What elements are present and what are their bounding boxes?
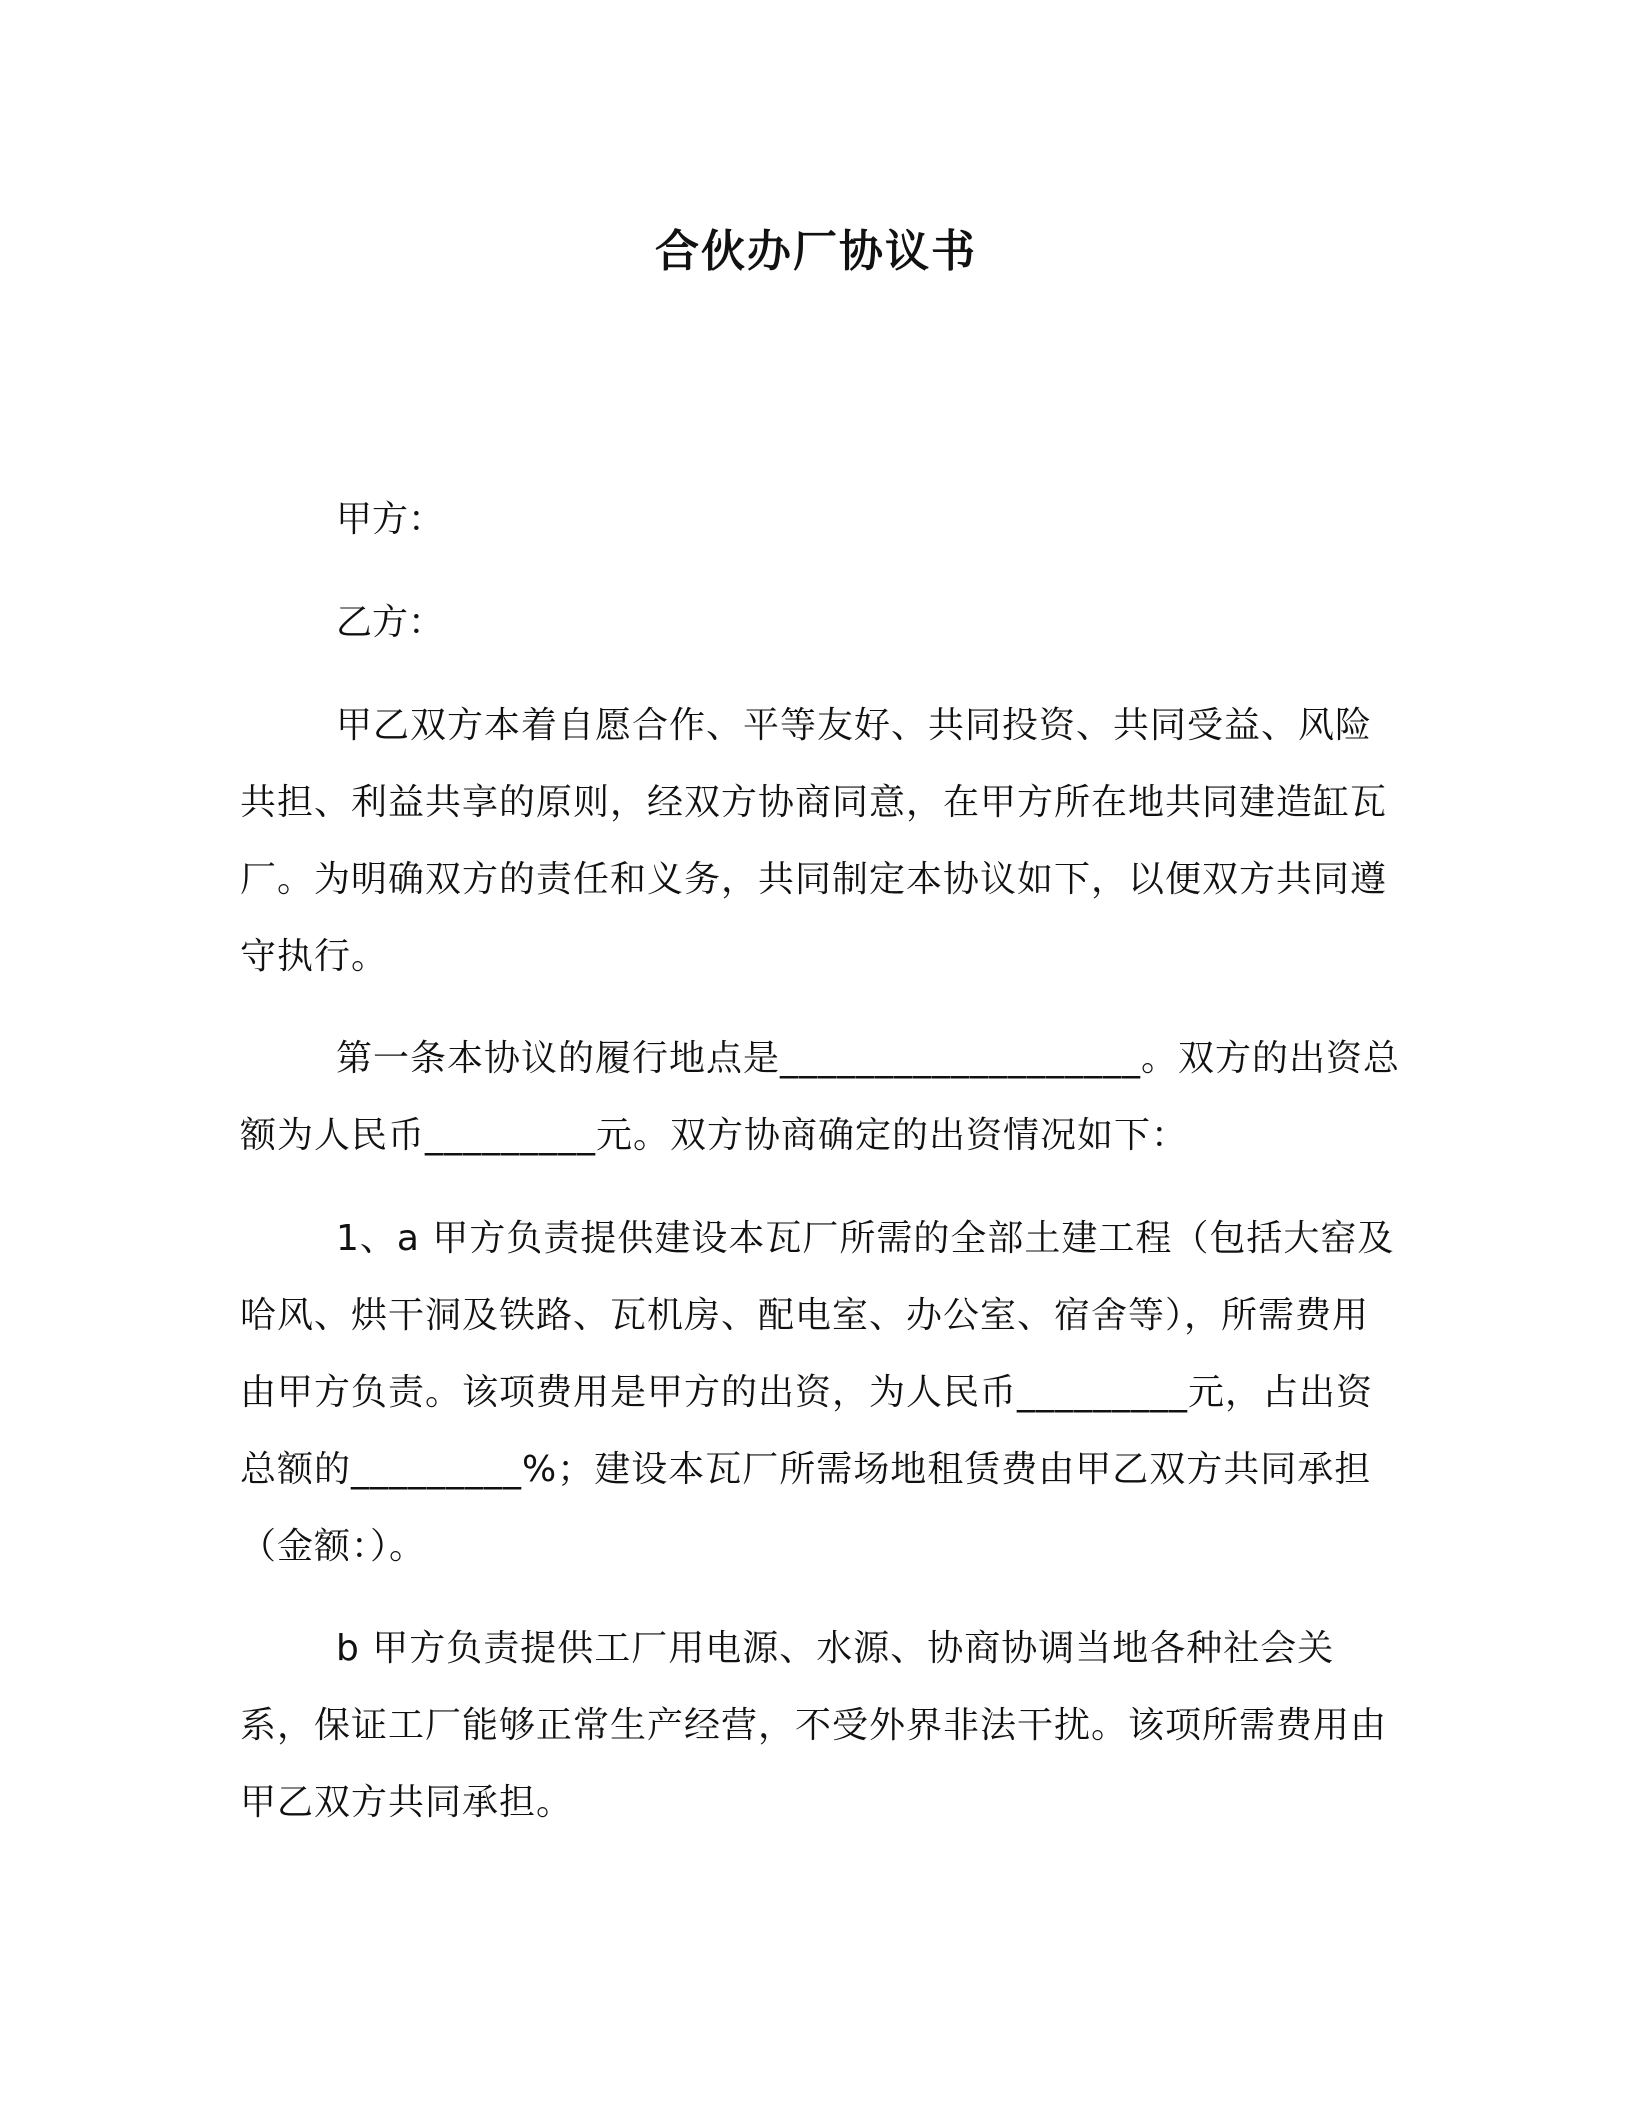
party-b-label: 乙方： [336,602,445,643]
clause-1a-paragraph: 1、a 甲方负责提供建设本瓦厂所需的全部土建工程（包括大窑及哈风、烘干洞及铁路、瓦机房、配电室、办公室、宿舍等），所需费用由甲方负责。该项费用是甲方的出资，为人民币_________元，占出资总额的_________%；建设本瓦厂所需场地租赁费由甲乙双方共同承担（金额：）。 [240,1218,1395,1567]
article-one-paragraph: 第一条本协议的履行地点是___________________。双方的出资总额为人民币_________元。双方协商确定的出资情况如下： [240,1038,1401,1156]
clause-b-paragraph: b 甲方负责提供工厂用电源、水源、协商协调当地各种社会关系，保证工厂能够正常生产经营，不受外界非法干扰。该项所需费用由甲乙双方共同承担。 [240,1628,1388,1823]
preamble-paragraph: 甲乙双方本着自愿合作、平等友好、共同投资、共同受益、风险共担、利益共享的原则，经双方协商同意，在甲方所在地共同建造缸瓦厂。为明确双方的责任和义务，共同制定本协议如下，以便双方共同遵守执行。 [240,705,1388,977]
party-a-label: 甲方： [336,499,445,540]
document-title: 合伙办厂协议书 [655,226,977,277]
